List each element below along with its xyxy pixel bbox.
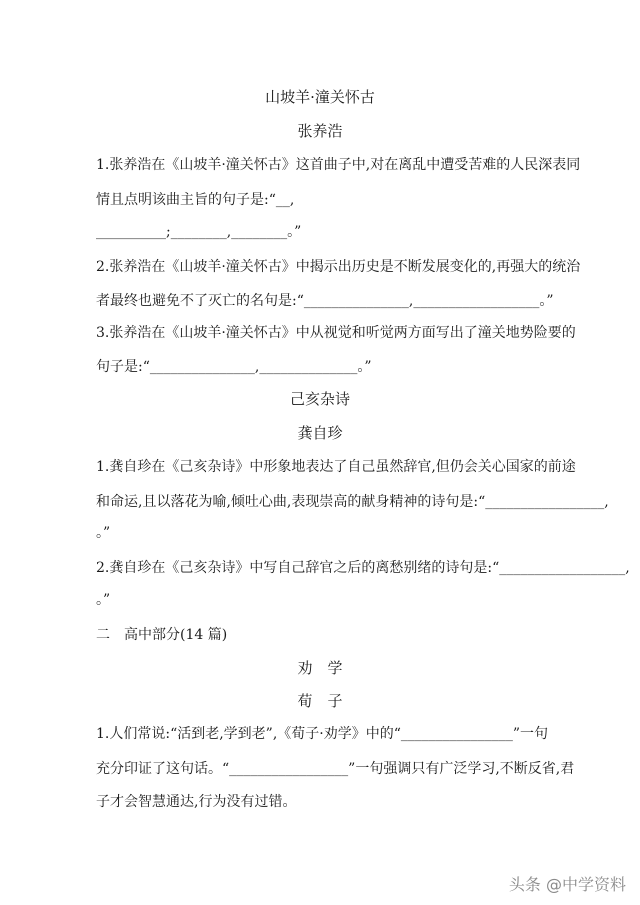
section-author-gongzizhen: 龚自珍 [297, 424, 343, 442]
s3-q1-line3: 子才会智慧通达,行为没有过错。 [96, 794, 297, 810]
section-title-jihaizashi: 己亥杂诗 [289, 390, 350, 408]
s2-q2-line1: 2.龚自珍在《己亥杂诗》中写自己辞官之后的离愁别绪的诗句是:“__________________, [96, 560, 630, 576]
s2-q2-line2: 。” [96, 592, 111, 608]
s2-q1-line2: 和命运,且以落花为喻,倾吐心曲,表现崇高的献身精神的诗句是:“_________________, [96, 494, 609, 510]
s1-q2-line2: 者最终也避免不了灭亡的名句是:“_______________,__________________。” [96, 293, 554, 309]
s2-q1-line3: 。” [96, 525, 111, 541]
part-heading: 二 高中部分(14 篇) [96, 627, 228, 643]
section-title-shanpoyang: 山坡羊·潼关怀古 [265, 88, 375, 106]
section-author-zhangyanghao: 张养浩 [297, 122, 343, 140]
s3-q1-line1: 1.人们常说:“活到老,学到老”,《荀子·劝学》中的“________________”一句 [96, 726, 549, 742]
s3-q1-line2: 充分印证了这句话。“_________________”一句强调只有广泛学习,不断反省,君 [96, 761, 575, 777]
s1-q3-line2: 句子是:“_______________,______________。” [96, 359, 372, 375]
s1-q1-line1: 1.张养浩在《山坡羊·潼关怀古》这首曲子中,对在离乱中遭受苦难的人民深表同 [96, 157, 581, 173]
section-author-xunzi: 荀 子 [297, 692, 343, 710]
s1-q1-line3: __________;________,________。” [96, 224, 302, 240]
s2-q1-line1: 1.龚自珍在《己亥杂诗》中形象地表达了自己虽然辞官,但仍会关心国家的前途 [96, 459, 576, 475]
watermark: 头条 @中学资料 [508, 875, 626, 894]
section-title-quanxue: 劝 学 [297, 659, 343, 677]
s1-q2-line1: 2.张养浩在《山坡羊·潼关怀古》中揭示出历史是不断发展变化的,再强大的统治 [96, 259, 581, 275]
s1-q3-line1: 3.张养浩在《山坡羊·潼关怀古》中从视觉和听觉两方面写出了潼关地势险要的 [96, 325, 576, 341]
s1-q1-line2: 情且点明该曲主旨的句子是:“__, [96, 192, 295, 208]
